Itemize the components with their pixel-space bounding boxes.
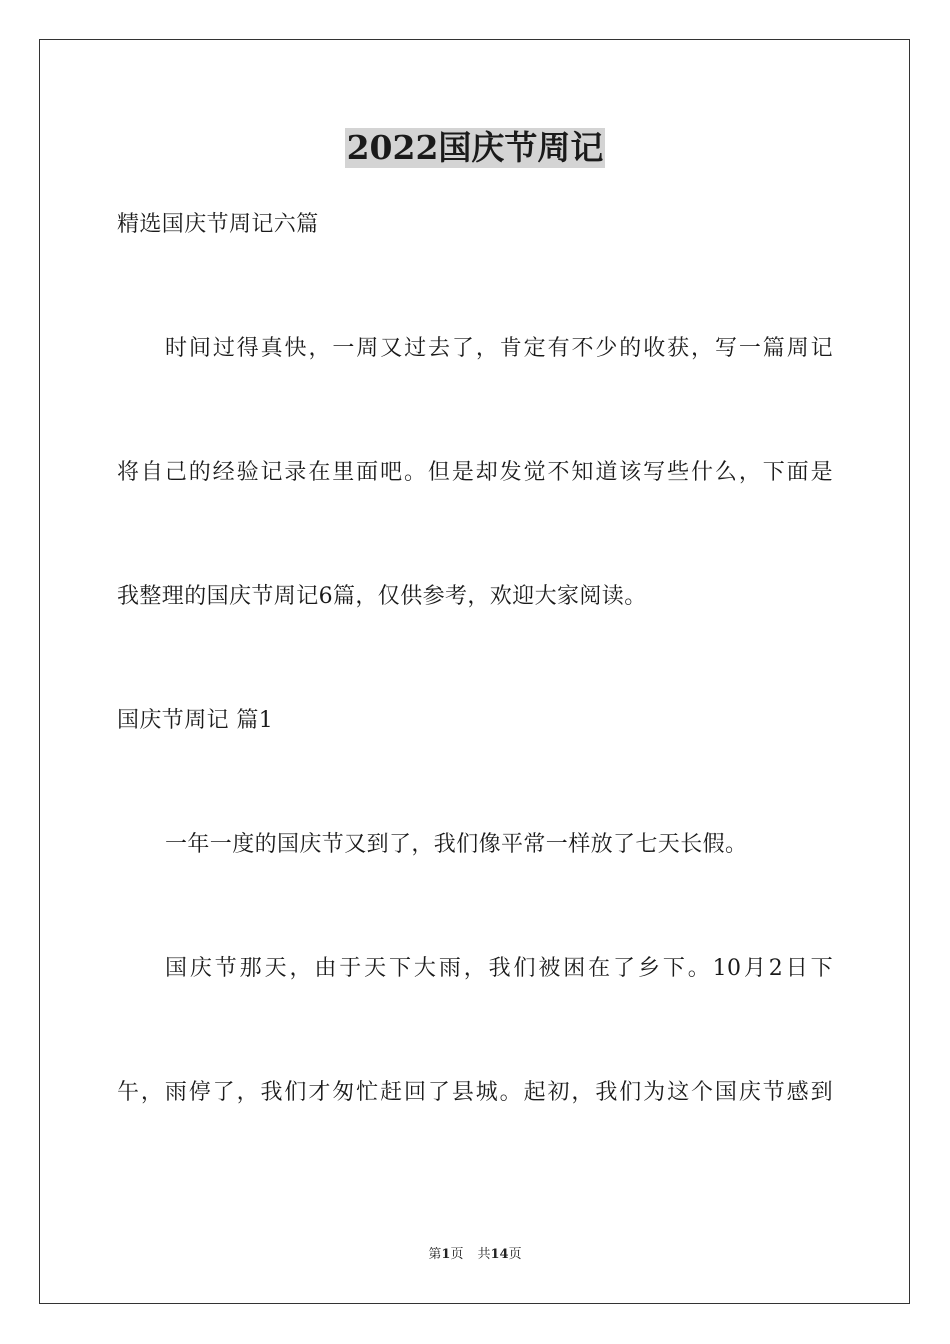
footer-total-suffix: 页 [508,1247,522,1262]
paragraph-line: 我整理的国庆节周记6篇，仅供参考，欢迎大家阅读。 [117,584,647,609]
document-title: 2022国庆节周记 [346,128,604,167]
section-heading: 国庆节周记 篇1 [117,708,274,733]
page-footer [0,1246,950,1264]
footer-total-pages: 14 [490,1247,509,1262]
paragraph-line: 将自己的经验记录在里面吧。但是却发觉不知道该写些什么，下面是 [117,460,833,485]
paragraph-line: 国庆节那天，由于天下大雨，我们被困在了乡下。10月2日下 [165,956,833,981]
title-container [0,128,950,168]
footer-total-prefix: 共 [477,1247,491,1262]
paragraph-line: 时间过得真快，一周又过去了，肯定有不少的收获，写一篇周记 [165,336,833,361]
paragraph-line: 午，雨停了，我们才匆忙赶回了县城。起初，我们为这个国庆节感到 [117,1080,833,1105]
footer-page-suffix: 页 [450,1247,464,1262]
subtitle: 精选国庆节周记六篇 [117,212,319,237]
footer-page-number: 1 [441,1247,451,1262]
footer-page-prefix: 第 [428,1247,442,1262]
paragraph-line: 一年一度的国庆节又到了，我们像平常一样放了七天长假。 [165,832,748,857]
